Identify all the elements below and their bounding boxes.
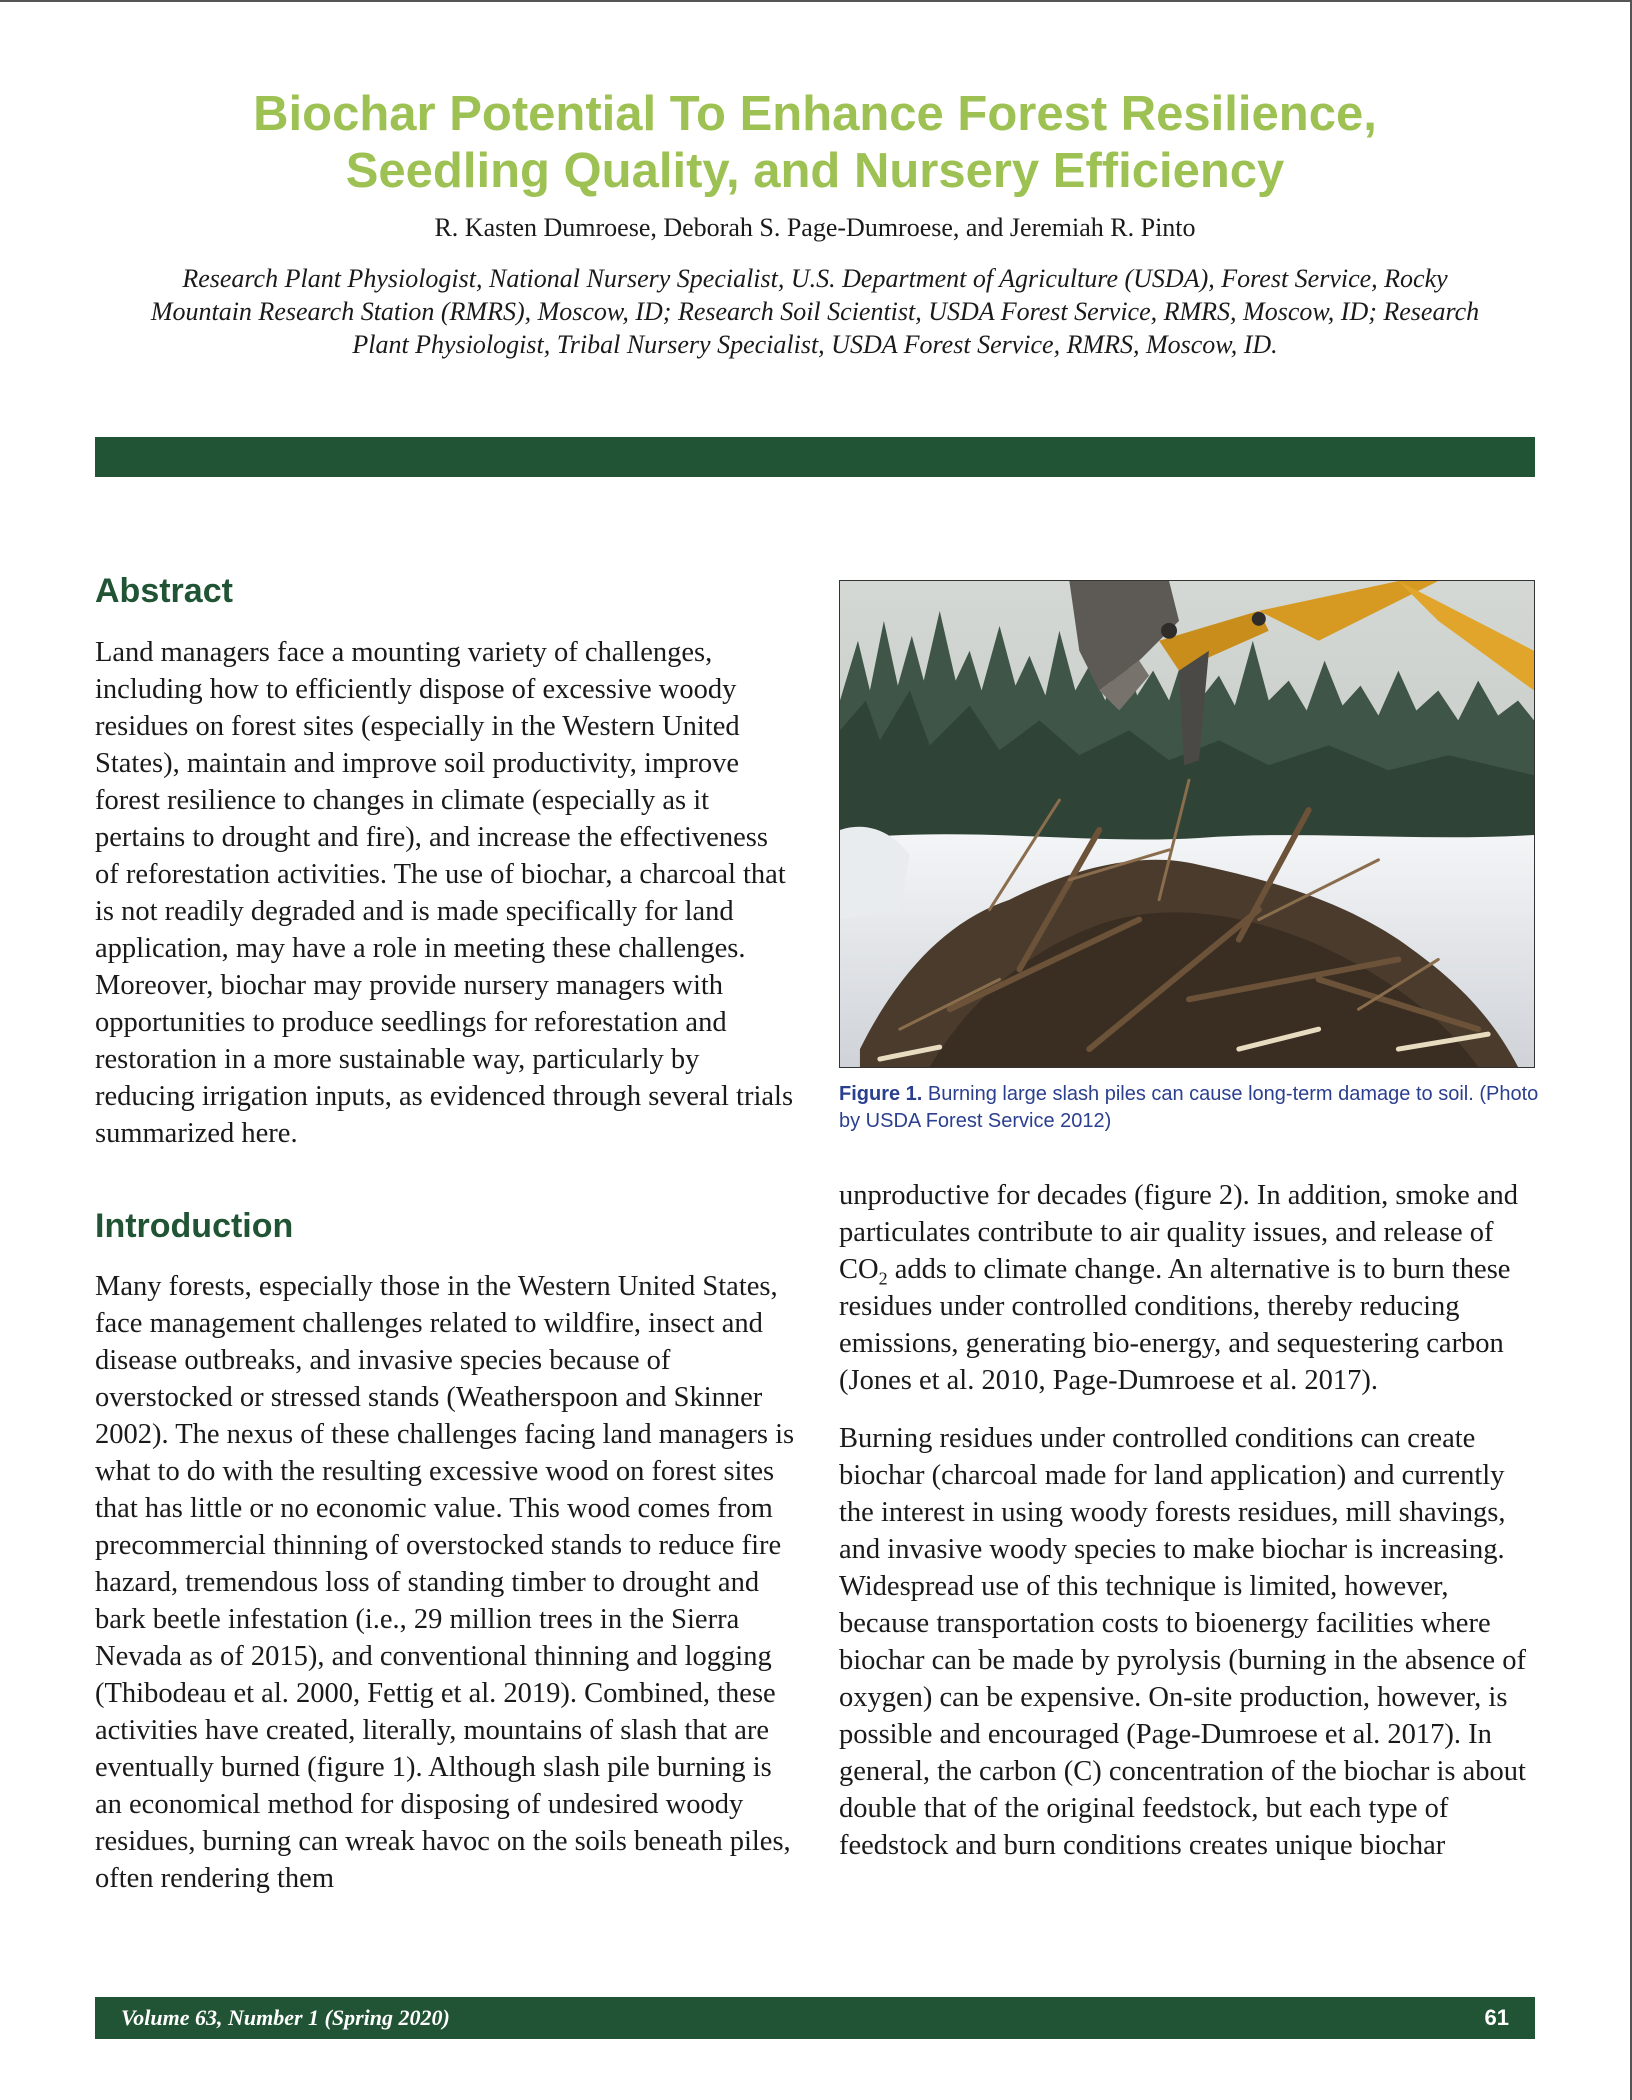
figure-1-caption: [839, 1081, 1539, 1135]
intro-continued-part-b: adds to climate change. An alternative is to burn these residues under controlled conditions, thereby reducing emissions, generating bio-energy, and sequestering carbon (Jones et al. 2010, Page-Dumroese et al. 2017).: [839, 1254, 1511, 1396]
title-line-2: Seedling Quality, and Nursery Efficiency: [345, 144, 1285, 198]
co2-subscript: 2: [878, 1268, 888, 1289]
header-divider-band: [95, 437, 1535, 477]
article-title: [95, 86, 1535, 200]
introduction-heading: Introduction: [95, 1207, 294, 1245]
page-top-border: [0, 0, 1632, 2]
introduction-column-left: [95, 1268, 795, 1897]
journal-issue: Volume 63, Number 1 (Spring 2020): [121, 2005, 450, 2030]
page-number: 61: [1484, 2005, 1509, 2030]
title-line-1: Biochar Potential To Enhance Forest Resilience,: [253, 87, 1377, 141]
author-affiliation: Research Plant Physiologist, National Nursery Specialist, U.S. Department of Agriculture (USDA), Forest Service, Rocky Mountain Research Station (RMRS), Moscow, ID; Research Soil Scientist, USDA Forest Service, RMRS, Moscow, ID; Research Plant Physiologist, Tribal Nursery Specialist, USDA Forest Service, RMRS, Moscow, ID.: [150, 264, 1480, 359]
intro-continued-part-a: unproductive for decades (figure 2). In addition, smoke and particulates contribute to air quality issues, and release of CO: [839, 1180, 1519, 1285]
figure-1-photo: [839, 580, 1535, 1068]
author-list: R. Kasten Dumroese, Deborah S. Page-Dumroese, and Jeremiah R. Pinto: [434, 213, 1196, 242]
abstract-text: Land managers face a mounting variety of challenges, including how to efficiently dispose of excessive woody residues on forest sites (especially in the Western United States), maintain and improve soil productivity, improve forest resilience to changes in climate (especially as it pertains to drought and fire), and increase the effectiveness of reforestation activities. The use of biochar, a charcoal that is not readily degraded and is made specifically for land application, may have a role in meeting these challenges. Moreover, biochar may provide nursery managers with opportunities to produce seedlings for reforestation and restoration in a more sustainable way, particularly by reducing irrigation inputs, as evidenced through several trials summarized here.: [95, 637, 794, 1149]
introduction-column-right: [839, 1177, 1539, 1864]
introduction-paragraph-1-continued: [839, 1177, 1539, 1399]
abstract-body: [95, 634, 795, 1152]
abstract-heading: Abstract: [95, 572, 233, 610]
figure-1-label: Figure 1.: [839, 1083, 923, 1105]
introduction-paragraph-1: Many forests, especially those in the Western United States, face management challenges related to wildfire, insect and disease outbreaks, and invasive species because of overstocked or stressed stands (Weatherspoon and Skinner 2002). The nexus of these challenges facing land managers is what to do with the resulting excessive wood on forest sites that has little or no economic value. This wood comes from precommercial thinning of overstocked stands to reduce fire hazard, tremendous loss of standing timber to drought and bark beetle infestation (i.e., 29 million trees in the Sierra Nevada as of 2015), and conventional thinning and logging (Thibodeau et al. 2000, Fettig et al. 2019). Combined, these activities have created, literally, mountains of slash that are eventually burned (figure 1). Although slash pile burning is an economical method for disposing of undesired woody residues, burning can wreak havoc on the soils beneath piles, often rendering them: [95, 1271, 795, 1894]
page-footer: [95, 1997, 1535, 2039]
slash-pile-photo: [839, 580, 1535, 1068]
figure-1-caption-text: Burning large slash piles can cause long-term damage to soil. (Photo by USDA Forest Service 2012): [839, 1083, 1539, 1132]
introduction-paragraph-2: Burning residues under controlled conditions can create biochar (charcoal made for land application) and currently the interest in using woody forests residues, mill shavings, and invasive woody species to make biochar is increasing. Widespread use of this technique is limited, however, because transportation costs to bioenergy facilities where biochar can be made by pyrolysis (burning in the absence of oxygen) can be expensive. On-site production, however, is possible and encouraged (Page-Dumroese et al. 2017). In general, the carbon (C) concentration of the biochar is about double that of the original feedstock, but each type of feedstock and burn conditions creates unique biochar: [839, 1423, 1526, 1861]
